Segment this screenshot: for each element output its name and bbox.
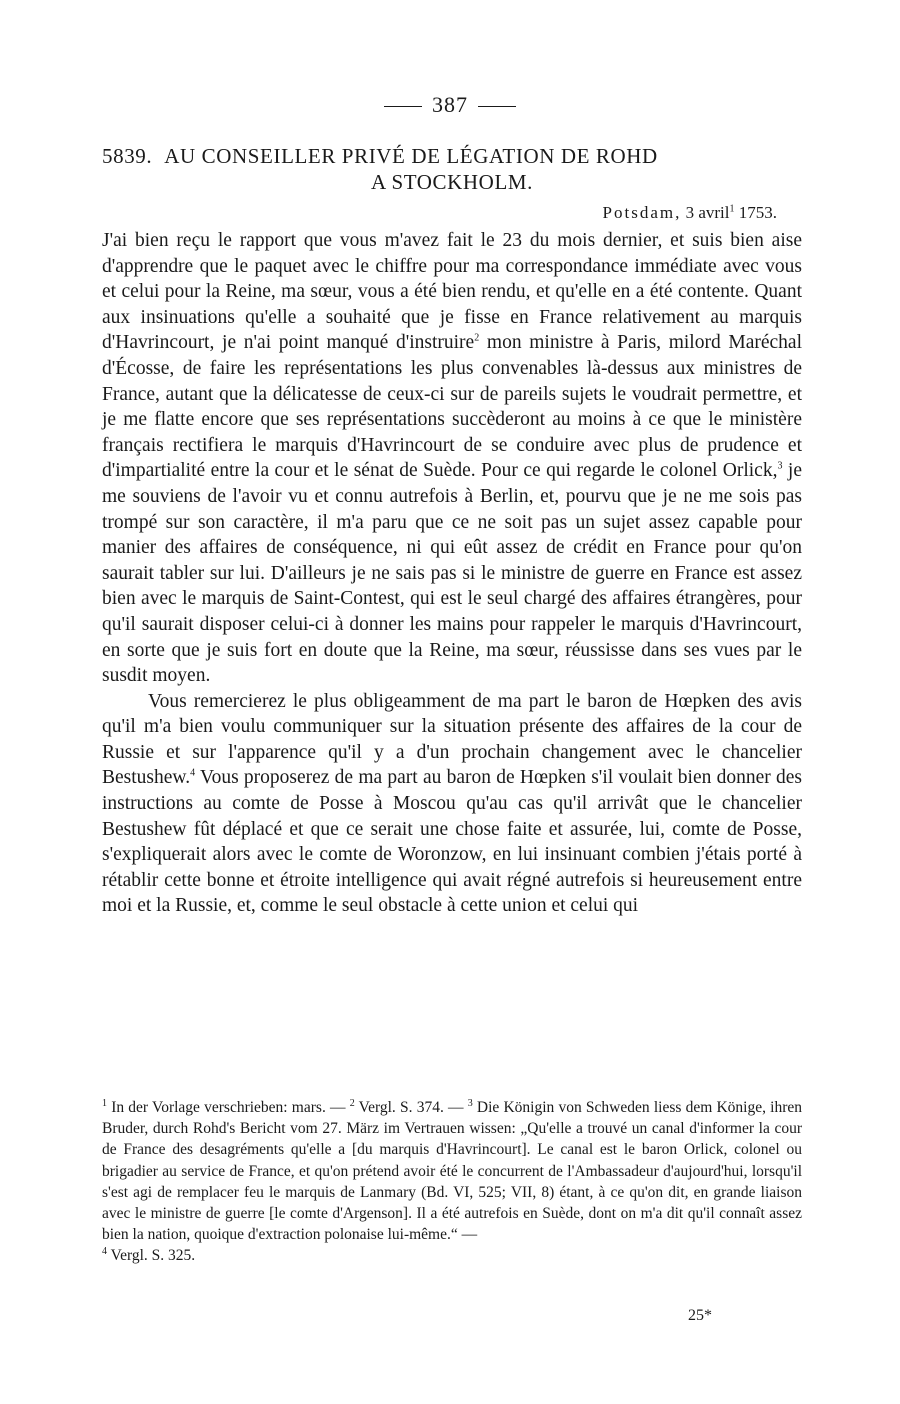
- footnotes: [102, 1097, 802, 1267]
- dateline-place: Potsdam,: [602, 203, 682, 222]
- body-p1-part-a: J'ai bien reçu le rapport que vous m'avez fait le 23 du mois dernier, et suis bien aise d'apprendre que le paquet avec le chiffre pour ma correspondance immédiate avec vous et celui pour la Reine, ma sœur, vous a été bien rendu, et qu'elle en a été contente. Quant aux insinuations qu'elle a souhaité que je fisse en France relativement au marquis d'Havrincourt, je n'ai point manqué d'instruire: [102, 230, 802, 354]
- footnote-text-2: Vergl. S. 374. —: [354, 1099, 468, 1116]
- letter-heading: [102, 143, 802, 195]
- signature-mark: 25*: [688, 1307, 712, 1324]
- footnote-ref-3: 3: [777, 460, 783, 472]
- letter-number: 5839.: [102, 144, 153, 168]
- page-number-value: 387: [432, 92, 468, 117]
- letter-heading-line2: A STOCKHOLM.: [370, 170, 533, 194]
- footnote-text-3: Die Königin von Schweden liess dem Könige, ihren Bruder, durch Rohd's Bericht vom 27. März im Vertrauen wissen: „Qu'elle a trouvé un canal d'informer la cour de France des desagréments qu'elle a [du marquis d'Havrincourt]. Le canal est le baron Orlick, colonel ou brigadier au service de France, et qu'on prétend avoir été le concurrent de l'Ambassadeur d'aujourd'hui, lorsqu'il s'est agi de remplacer feu le marquis de Lanmary (Bd. VI, 525; VII, 8) étant, à ce qu'on dit, en grande liaison avec le ministre de guerre [le comte d'Argenson]. Il a été autrefois en Suède, dont on m'a dit qu'il connaît assez bien la nation, quoique d'extraction polonaise lui-même.“ —: [102, 1099, 803, 1244]
- letter-heading-line1: AU CONSEILLER PRIVÉ DE LÉGATION DE ROHD: [164, 144, 658, 168]
- dateline-date: 3 avril: [685, 203, 730, 222]
- body-p1-part-b: mon ministre à Paris, milord Maréchal d'Écosse, de faire les représentations les plus convenables là-dessus aux ministres de France, autant que la délicatesse de ceux-ci sur de pareils sujets le voudrait permettre, et je me flatte encore que ses représentations succèderont au moins à ce que le ministère français rectifiera le marquis d'Havrincourt de se conduire avec plus de prudence et d'impartialité entre la cour et le sénat de Suède. Pour ce qui regarde le colonel Orlick,: [102, 332, 802, 482]
- page-number-left-rule: [384, 106, 422, 107]
- body-paragraph-1: [102, 228, 802, 689]
- page-number-right-rule: [478, 106, 516, 107]
- body-p2-part-b: Vous proposerez de ma part au baron de Hœpken s'il voulait bien donner des instructions au comte de Posse à Moscou qu'au cas qu'il arrivât que le chancelier Bestushew fût déplacé et que ce serait une chose faite et assurée, lui, comte de Posse, s'expliquerait alors avec le comte de Woronzow, en lui insinuant combien j'étais porté à rétablir cette bonne et étroite intelligence qui avait régné autrefois si heureusement entre moi et la Russie, et, comme le seul obstacle à cette union et celui qui: [102, 767, 802, 917]
- body-p2-part-a: Vous remercierez le plus obligeamment de ma part le baron de Hœpken des avis qu'il m'a bien voulu communiquer sur la situation présente des affaires de la cour de Russie et sur l'apparence qu'il y a d'un prochain changement avec le chancelier Bestushew.: [102, 690, 802, 789]
- body-paragraph-2: [102, 689, 802, 919]
- footnote-mark-2: 2: [349, 1097, 355, 1109]
- page-number: [0, 92, 900, 118]
- dateline-footnote-ref: 1: [729, 203, 735, 215]
- footnote-ref-4: 4: [190, 767, 196, 779]
- footnote-ref-2: 2: [474, 332, 480, 344]
- dateline: [0, 203, 777, 223]
- dateline-year: 1753.: [738, 203, 777, 222]
- footnote-text-1: In der Vorlage verschrieben: mars. —: [107, 1099, 350, 1116]
- footnote-mark-3: 3: [467, 1097, 473, 1109]
- footnote-mark-1: 1: [102, 1097, 107, 1109]
- footnotes-block: [102, 1097, 802, 1267]
- letter-body: [102, 228, 802, 919]
- body-p1-part-c: je me souviens de l'avoir vu et connu autrefois à Berlin, et, pourvu que je ne me sois pas trompé sur son caractère, il m'a paru que ce ne soit pas un sujet assez capable pour manier des affaires de conséquence, ni qui eût assez de crédit en France pour qu'on saurait tabler sur lui. D'ailleurs je ne sais pas si le ministre de guerre en France est assez bien avec le marquis de Saint-Contest, qui est le seul chargé des affaires étrangères, pour qu'il saurait disposer celui-ci à donner les mains pour rappeler le marquis d'Havrincourt, en sorte que je suis fort en doute que la Reine, ma sœur, réussisse dans ses vues par le susdit moyen.: [102, 460, 802, 687]
- footnote-text-4: Vergl. S. 325.: [107, 1247, 196, 1265]
- footnote-mark-4: 4: [102, 1246, 107, 1258]
